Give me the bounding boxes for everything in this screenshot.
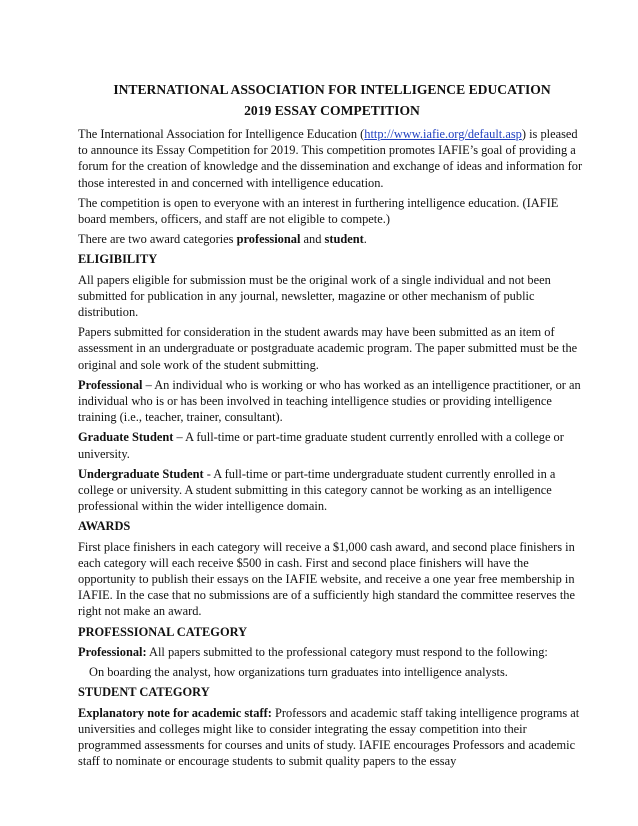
iafie-website-link[interactable]: http://www.iafie.org/default.asp: [364, 127, 522, 141]
student-category-text: Professors and academic staff taking intelligence programs at universities and colleges might like to consider integrating the essay competition into their programmed assessments for courses and units of study. IAFIE encourages Professors and academic staff to nominate or encourage students to submit quality papers to the essay: [78, 705, 580, 769]
professional-definition: [78, 377, 586, 426]
category-student: student: [324, 232, 364, 247]
professional-category-paragraph: [78, 644, 586, 660]
graduate-term: Graduate Student: [78, 430, 174, 445]
eligibility-paragraph-1: All papers eligible for submission must be the original work of a single individual and not been submitted for publication in any journal, newsletter, magazine or other mechanism of public distribution.: [78, 272, 551, 320]
awards-paragraph: First place finishers in each category will receive a $1,000 cash award, and second place finishers in each category will each receive $500 in cash. First and second place finishers will have the opportunity to publish their essays on the IAFIE website, and receive a one year free membership in IAFIE. In the case that no submissions are of a sufficiently high standard the committee reserves the right not make an award.: [78, 539, 575, 619]
document-title: INTERNATIONAL ASSOCIATION FOR INTELLIGENCE EDUCATION: [113, 82, 551, 97]
professional-topic: On boarding the analyst, how organizations turn graduates into intelligence analysts.: [89, 665, 508, 680]
professional-category-lead: Professional:: [78, 644, 147, 659]
undergraduate-term: Undergraduate Student: [78, 466, 204, 481]
award-categories-period: .: [363, 232, 367, 247]
student-category-paragraph: [78, 705, 586, 770]
professional-definition-text: – An individual who is working or who has worked as an intelligence practitioner, or an individual who is or has been involved in teaching intelligence studies or providing intelligence training (i.e., teacher, trainer, consultant).: [78, 377, 581, 425]
category-professional: professional: [236, 232, 301, 247]
award-categories-text: There are two award categories: [78, 232, 237, 247]
undergraduate-definition: [78, 466, 586, 515]
intro-text-end: ) is pleased to announce its Essay Competition for 2019. This competition promotes IAFIE’s goal of providing a forum for the creation of knowledge and the dissemination and exchange of ideas and information for those interested in and concerned with intelligence education.: [78, 127, 583, 190]
eligibility-note-paragraph: The competition is open to everyone with an interest in furthering intelligence education. (IAFIE board members, officers, and staff are not eligible to compete.): [78, 195, 559, 227]
undergraduate-definition-text: - A full-time or part-time undergraduate student currently enrolled in a college or university. A student submitting in this category cannot be working as an intelligence professional within the wider intelligence domain.: [78, 466, 556, 514]
awards-heading: AWARDS: [78, 519, 131, 534]
graduate-definition-text: – A full-time or part-time graduate student currently enrolled with a college or university.: [78, 430, 564, 461]
intro-paragraph: [78, 126, 586, 191]
eligibility-heading: ELIGIBILITY: [78, 252, 158, 267]
intro-text-start: The International Association for Intelligence Education (: [78, 127, 365, 141]
professional-term: Professional: [78, 377, 143, 392]
student-category-heading: STUDENT CATEGORY: [78, 685, 210, 700]
award-categories-and: and: [300, 232, 325, 247]
award-categories-paragraph: [78, 231, 586, 247]
professional-category-heading: PROFESSIONAL CATEGORY: [78, 624, 248, 639]
graduate-definition: [78, 429, 586, 461]
student-category-lead: Explanatory note for academic staff:: [78, 705, 272, 720]
professional-category-text: All papers submitted to the professional category must respond to the following:: [146, 644, 548, 659]
document-subtitle: 2019 ESSAY COMPETITION: [244, 103, 420, 118]
eligibility-paragraph-2: Papers submitted for consideration in the student awards may have been submitted as an item of assessment in an undergraduate or postgraduate academic program. The paper submitted must be the original and sole work of the student submitting.: [78, 325, 578, 372]
